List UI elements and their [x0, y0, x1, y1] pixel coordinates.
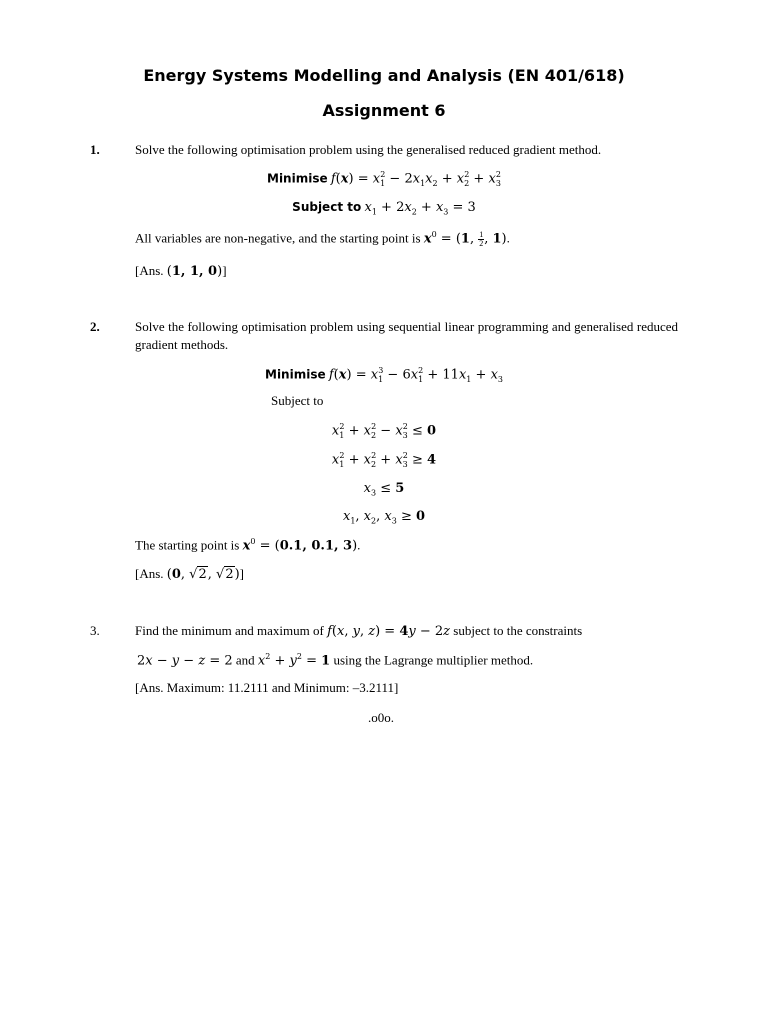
q1-ans-prefix: [Ans. — [135, 263, 164, 278]
q1-objective: Minimise $f(x) = x_1^2 - 2x_1x_2 + x_2^2 + x_3^2$ — [267, 170, 501, 188]
q1-constraint: Subject to $x_1 + 2x_2 + x_3 = 3$ — [292, 200, 476, 217]
q3-method-text: using the Lagrange multiplier method. — [333, 652, 534, 668]
q3-number: 3. — [90, 623, 100, 638]
q2-subject-label: Subject to — [271, 393, 324, 408]
q2-ans-prefix: [Ans. — [135, 566, 164, 581]
q1-answer: [Ans. (1, 1, 0)] — [135, 263, 227, 279]
q1-intro: Solve the following optimisation problem using the generalised reduced gradient method. — [135, 142, 602, 157]
q1-objective-expression: f — [330, 171, 336, 187]
q2-constraint-3: $x_3 \le 5$ — [363, 481, 405, 498]
q1-start-line: All variables are non-negative, and the starting point is $x^0 = (1$, $\frac{1}{2}$ , 1). — [135, 229, 510, 248]
q2-intro: Solve the following optimisation problem using sequential linear programming and generalised reduced gradient methods. — [135, 319, 678, 352]
q2-objective: Minimise $f(x) = x_1^3 - 6x_1^2 + 11x_1 + x_3$ — [265, 366, 503, 384]
q3-and-text: and — [235, 652, 255, 668]
q2-constraint-2: $x_1^2 + x_2^2 + x_3^2 \ge 4$ — [331, 451, 437, 469]
q3-answer: [Ans. Maximum: 11.2111 and Minimum: –3.2111] — [135, 680, 399, 695]
q1-subject-label: Subject to — [292, 200, 362, 214]
q1-vars-text: All variables are non-negative, and the starting point is — [135, 230, 421, 246]
q1-number: 1. — [90, 142, 100, 157]
q2-minimise-label: Minimise — [265, 367, 326, 382]
q3-intro-tail: subject to the constraints — [453, 623, 583, 638]
q2-constraint-4: $x_1$, $x_2$, $x_3 \ge 0$ — [342, 509, 426, 526]
q2-start-line: The starting point is $x^0 = (0.1$, 0.1, 3). — [135, 537, 361, 554]
assignment-title: Assignment 6 — [322, 101, 446, 120]
q3-intro: Find the minimum and maximum of — [135, 623, 324, 638]
q2-answer: [Ans. (0, √2, √2)] — [135, 566, 245, 582]
q1-half-fraction: $\frac{1}{2}$ — [479, 229, 484, 248]
q2-number: 2. — [90, 319, 100, 334]
q3-intro-line: Find the minimum and maximum of f(x, y, z) = 4y − 2z subject to the constraints — [135, 623, 583, 639]
document-title: Energy Systems Modelling and Analysis (EN 401/618) — [143, 66, 625, 85]
q2-constraint-1: $x_1^2 + x_2^2 - x_3^2 \le 0$ — [331, 422, 437, 440]
q2-start-text: The starting point is — [135, 537, 240, 553]
end-mark: .o0o. — [368, 710, 394, 725]
q3-constraint-line: 2x − y − z = 2 and $x^2 + y^2 = 1$ using the Lagrange multiplier method. — [137, 652, 534, 669]
q1-minimise-label: Minimise — [267, 171, 328, 186]
